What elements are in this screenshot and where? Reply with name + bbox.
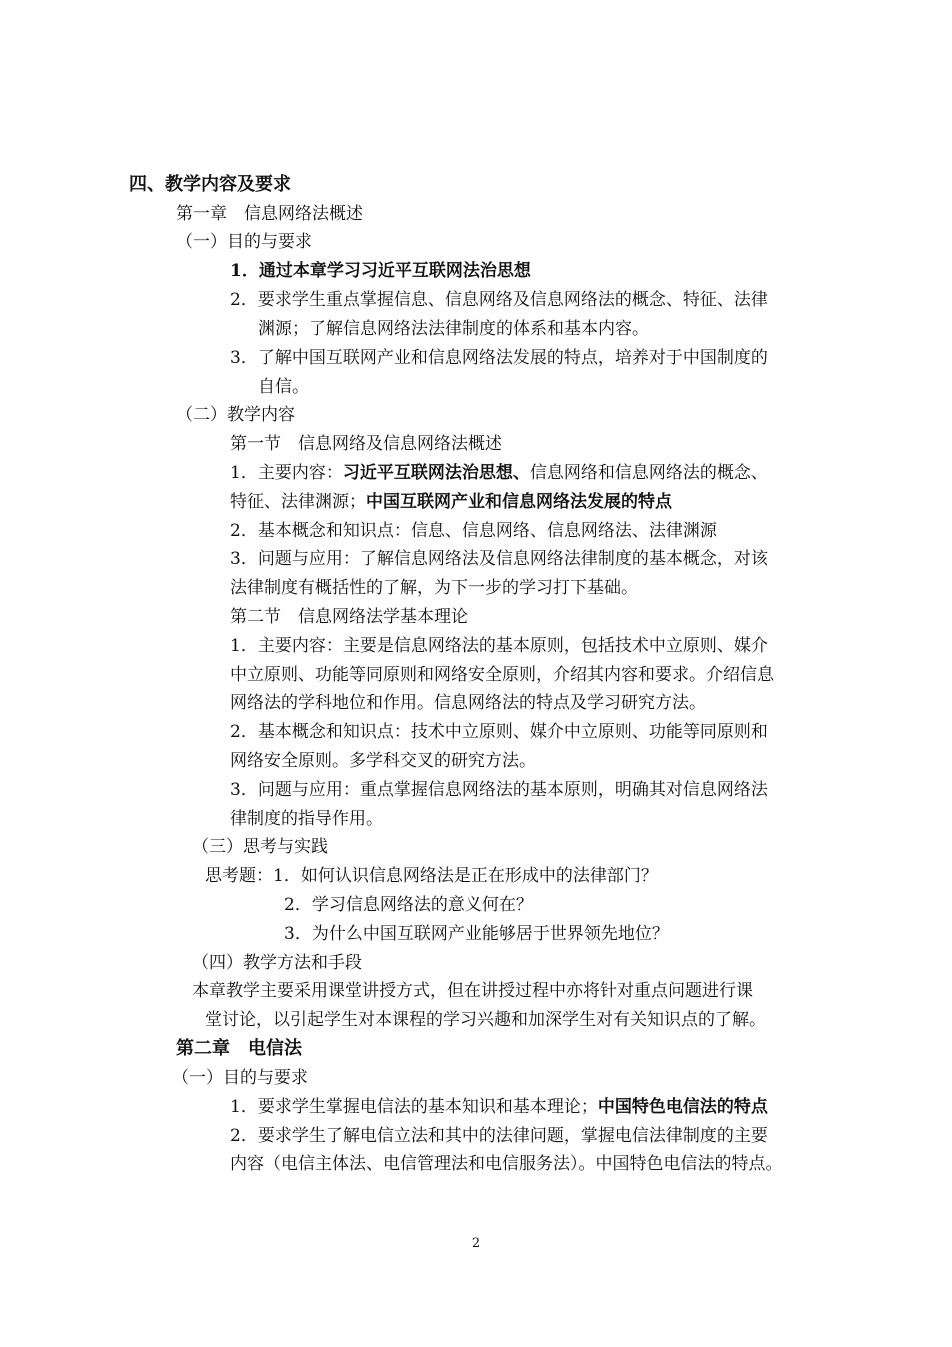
- chapter1-purpose-heading: （一）目的与要求: [176, 232, 312, 252]
- practice-heading: （三）思考与实践: [192, 837, 328, 857]
- section1-line5: 法律制度有概括性的了解，为下一步的学习打下基础。: [230, 578, 638, 598]
- methods-heading: （四）教学方法和手段: [192, 953, 362, 973]
- chapter2-purpose-heading: （一）目的与要求: [172, 1068, 308, 1088]
- section2-line1: 1．主要内容：主要是信息网络法的基本原则，包括技术中立原则、媒介: [230, 636, 768, 656]
- chapter2-purpose-line1-bold: 中国特色电信法的特点: [597, 1097, 768, 1117]
- chapter2-purpose-line1-prefix: 1．要求学生掌握电信法的基本知识和基本理论；: [230, 1097, 598, 1117]
- practice-question2: 2．学习信息网络法的意义何在？: [284, 895, 533, 915]
- chapter2-purpose-line2: 2．要求学生了解电信立法和其中的法律问题，掌握电信法律制度的主要: [230, 1126, 768, 1146]
- practice-question1: 思考题：1．如何认识信息网络法是正在形成中的法律部门？: [205, 866, 658, 886]
- section2-line6: 3．问题与应用：重点掌握信息网络法的基本原则，明确其对信息网络法: [230, 780, 768, 800]
- chapter1-purpose-item2-line1: 2．要求学生重点掌握信息、信息网络及信息网络法的概念、特征、法律: [230, 290, 768, 310]
- section2-line3: 网络法的学科地位和作用。信息网络法的特点及学习研究方法。: [230, 693, 706, 713]
- chapter1-purpose-item3-line2: 自信。: [258, 377, 309, 397]
- chapter2-title: 第二章 电信法: [176, 1038, 302, 1059]
- page-number: 2: [471, 1236, 481, 1251]
- section1-line2-bold: 中国互联网产业和信息网络法发展的特点: [366, 492, 672, 512]
- section1-title: 第一节 信息网络及信息网络法概述: [230, 434, 502, 454]
- chapter1-title: 第一章 信息网络法概述: [176, 204, 363, 224]
- chapter2-purpose-line3: 内容（电信主体法、电信管理法和电信服务法）。中国特色电信法的特点。: [230, 1154, 783, 1174]
- section2-title: 第二节 信息网络法学基本理论: [230, 607, 468, 627]
- section1-line1-bold: 习近平互联网法治思想、: [342, 463, 530, 483]
- chapter1-purpose-item1: 1．通过本章学习习近平互联网法治思想: [230, 261, 531, 281]
- section1-line1: [230, 462, 768, 484]
- section2-line2: 中立原则、功能等同原则和网络安全原则，介绍其内容和要求。介绍信息: [230, 665, 774, 685]
- section1-line3: 2．基本概念和知识点：信息、信息网络、信息网络法、法律渊源: [230, 521, 717, 541]
- chapter1-content-heading: （二）教学内容: [176, 405, 295, 425]
- chapter1-purpose-item3-line1: 3．了解中国互联网产业和信息网络法发展的特点，培养对于中国制度的: [230, 348, 768, 368]
- section1-line2: [230, 491, 672, 513]
- practice-question3: 3．为什么中国互联网产业能够居于世界领先地位？: [284, 924, 669, 944]
- section-heading: 四、教学内容及要求: [129, 174, 291, 195]
- section1-line4: 3．问题与应用：了解信息网络法及信息网络法律制度的基本概念，对该: [230, 549, 768, 569]
- section2-line4: 2．基本概念和知识点：技术中立原则、媒介中立原则、功能等同原则和: [230, 722, 768, 742]
- methods-line1: 本章教学主要采用课堂讲授方式，但在讲授过程中亦将针对重点问题进行课: [192, 981, 753, 1001]
- methods-line2: 堂讨论，以引起学生对本课程的学习兴趣和加深学生对有关知识点的了解。: [205, 1010, 766, 1030]
- chapter1-purpose-item2-line2: 渊源；了解信息网络法法律制度的体系和基本内容。: [258, 319, 649, 339]
- chapter2-purpose-line1: [230, 1096, 768, 1118]
- section1-line1-rest: 信息网络和信息网络法的概念、: [529, 463, 768, 483]
- section1-line2-prefix: 特征、法律渊源；: [230, 492, 366, 512]
- section1-line1-prefix: 1．主要内容：: [230, 463, 343, 483]
- section2-line5: 网络安全原则。多学科交叉的研究方法。: [230, 751, 536, 771]
- section2-line7: 律制度的指导作用。: [230, 809, 383, 829]
